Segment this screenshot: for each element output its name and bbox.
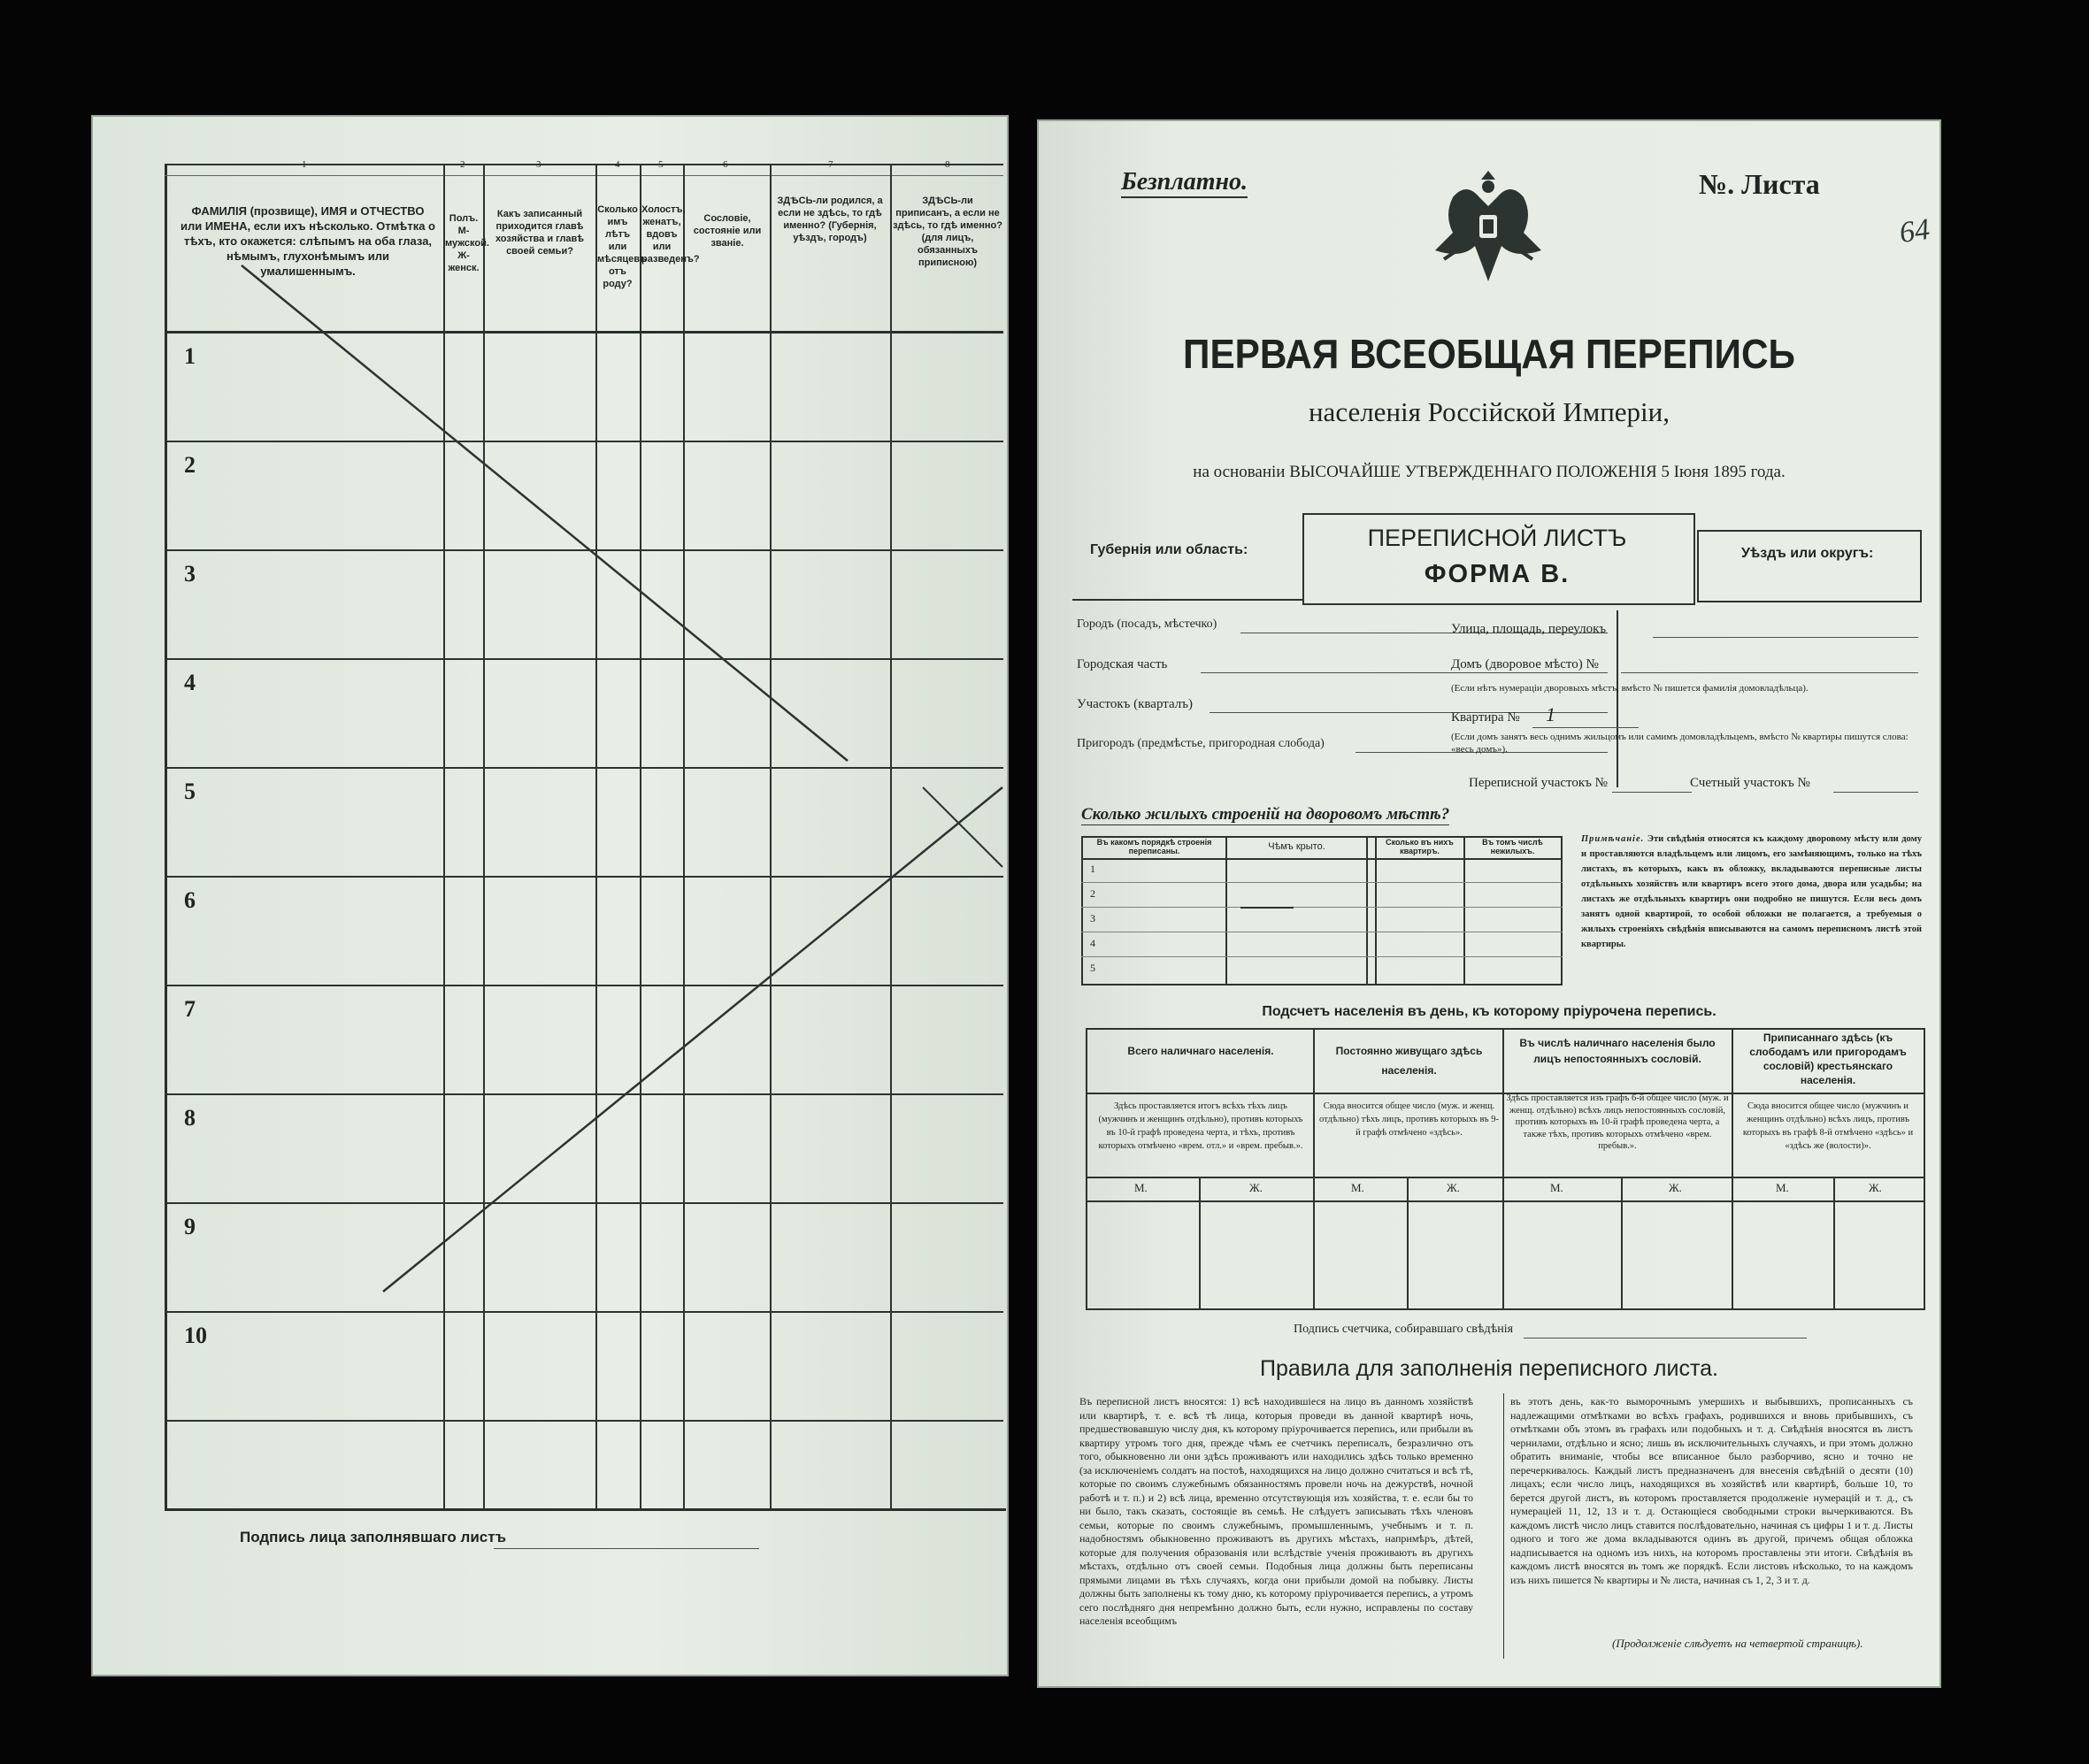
census-basis: на основаніи ВЫСОЧАЙШЕ УТВЕРЖДЕННАГО ПОЛОЖЕНІЯ 5 Іюня 1895 года. bbox=[1193, 463, 1786, 481]
count-sub-m: М. bbox=[1351, 1181, 1364, 1194]
buildings-question: Сколько жилыхъ строеній на дворовомъ мѣстѣ? bbox=[1081, 805, 1450, 824]
field-suburb: Пригородъ (предмѣстье, пригородная слобода) bbox=[1077, 737, 1325, 750]
row-number: 1 bbox=[184, 343, 196, 369]
row-number: 3 bbox=[184, 561, 196, 587]
header-marital: Холостъ, женатъ, вдовъ или разведенъ? bbox=[641, 204, 700, 265]
district-box bbox=[1697, 530, 1922, 602]
count-sub-f: Ж. bbox=[1447, 1181, 1460, 1194]
rules-left: Въ переписной листъ вносятся: 1) всѣ находившіеся на лицо въ данномъ хозяйствѣ или квартирѣ, т. е. всѣ тѣ лица, которыя проведи въ данной квартирѣ ночь, предшествовавшую числу дня, къ которому пріурочивается перепись, или прибыли въ квартиру утромъ того дня, прежде чѣмъ ее счетчикъ переписалъ, безразлично отъ того, обыкновенно ли они здѣсь проживаютъ или находились здѣсь только временно (за исключеніемъ солдатъ на постоѣ, находящихся на лицо должно считаться и всѣ тѣ, которые по своимъ служебнымъ обязанностямъ провели ночь на дежурствѣ, ночной работѣ и т. п.) и 2) всѣ лица, временно отсутствующія изъ хозяйства, т. е. если бы то ни было, такъ сказать, состоящіе въ семьѣ. Не слѣдуетъ записывать тѣхъ членовъ семьи, которые по своимъ служебнымъ, промышленнымъ, учебнымъ и т. п. надобностямъ обыкновенно проживаютъ въ другихъ мѣстахъ, напримѣръ, дѣтей, которые для получения образованія или вслѣдствіе ученія проживаютъ въ другихъ мѣстахъ, отдѣльно отъ своей семьи. Подобныя лица должны быть переписаны прямыми лицами въ тѣхъ случаяхъ, когда они прибыли домой на побывку. Листы должны быть заполнены къ тому дню, къ которому пріурочивается перепись, а утромъ сего послѣдняго дня непремѣнно должно быть, если нужно, исправлены по составу населенія всеобщимъ bbox=[1079, 1395, 1473, 1627]
count-header: Приписаннаго здѣсь (къ слободамъ или пригородамъ сословій) крестьянскаго населенія. bbox=[1749, 1032, 1907, 1086]
row-number: 7 bbox=[184, 996, 196, 1022]
counter-signature-label: Подпись счетчика, собиравшаго свѣдѣнія bbox=[1294, 1323, 1514, 1336]
buildings-row: 4 bbox=[1090, 937, 1095, 949]
left-page bbox=[91, 115, 1009, 1676]
header-estate: Сословіе, состояніе или званіе. bbox=[693, 213, 762, 249]
house-note: (Если нѣтъ нумераціи дворовыхъ мѣстъ, вмѣсто № пишется фамилія домовладѣльца). bbox=[1451, 683, 1809, 694]
rules-title: Правила для заполненія переписного листа. bbox=[1260, 1356, 1718, 1381]
field-city: Городъ (посадъ, мѣстечко) bbox=[1077, 617, 1217, 631]
signature-label: Подпись лица заполнявшаго листъ bbox=[240, 1529, 506, 1545]
row-number: 2 bbox=[184, 452, 196, 478]
buildings-header: Чѣмъ крыто. bbox=[1268, 841, 1325, 852]
column-number: 2 bbox=[460, 159, 465, 170]
census-title: ПЕРВАЯ ВСЕОБЩАЯ ПЕРЕПИСЬ bbox=[1183, 331, 1795, 377]
row-number: 10 bbox=[184, 1323, 207, 1348]
right-page bbox=[1037, 119, 1941, 1688]
buildings-header: Сколько въ нихъ квартиръ. bbox=[1386, 838, 1454, 855]
buildings-header: Въ томъ числѣ нежилыхъ. bbox=[1482, 838, 1543, 855]
province-box bbox=[1072, 528, 1302, 601]
field-ward: Участокъ (кварталъ) bbox=[1077, 697, 1194, 711]
strike-lines bbox=[91, 115, 1009, 1676]
sheet-number-label: №. Листа bbox=[1699, 168, 1820, 200]
row-number: 5 bbox=[184, 778, 196, 804]
province-label: Губернія или область: bbox=[1090, 542, 1248, 557]
field-street: Улица, площадь, переулокъ bbox=[1451, 622, 1607, 636]
column-number: 1 bbox=[302, 159, 307, 170]
field-counting-section: Счетный участокъ № bbox=[1690, 776, 1810, 790]
census-subtitle: населенія Россійской Имперіи, bbox=[1308, 396, 1670, 427]
free-label: Безплатно. bbox=[1121, 168, 1248, 198]
buildings-row: 1 bbox=[1090, 863, 1095, 875]
apartment-note: (Если домъ занятъ весь однимъ жильцомъ или самимъ домовладѣльцемъ, вмѣсто № квартиры пишутся слова: «весь домъ»). bbox=[1451, 732, 1909, 755]
header-relation: Какъ записанный приходится главѣ хозяйства и главѣ своей семьи? bbox=[495, 209, 585, 257]
count-header: Всего наличнаго населенія. bbox=[1127, 1045, 1274, 1057]
header-registration: ЗДѢСЬ-ли приписанъ, а если не здѣсь, то гдѣ именно? (для лицъ, обязанныхъ приписною) bbox=[893, 196, 1002, 268]
buildings-row: 3 bbox=[1090, 912, 1095, 924]
rules-continuation: (Продолженіе слѣдуетъ на четвертой страницѣ). bbox=[1612, 1637, 1863, 1650]
form-title: ПЕРЕПИСНОЙ ЛИСТЪ bbox=[1367, 525, 1627, 551]
count-sub-m: М. bbox=[1134, 1181, 1148, 1194]
imperial-eagle-icon bbox=[1426, 162, 1550, 295]
column-number: 3 bbox=[536, 159, 541, 170]
column-number: 4 bbox=[615, 159, 620, 170]
note bbox=[1581, 832, 1922, 952]
count-sub-f: Ж. bbox=[1249, 1181, 1263, 1194]
note-text: Эти свѣдѣнія относятся къ каждому дворовому мѣсту или дому и проставляются владѣльцемъ или лицомъ, его замѣняющимъ, только на тѣхъ листахъ, въ которыхъ, какъ въ обложку, вкладываются переписные листы отдѣльныхъ хозяйствъ или квартиръ всего этого дома, двора или усадьбы; на листахъ же отдѣльныхъ квартиръ они подробно не пишутся. Если весь домъ занятъ одной квартирой, то особой обложки не полагается, а требуемыя о жилыхъ строеніяхъ свѣдѣнія вписываются на самомъ переписномъ листѣ этой квартиры. bbox=[1581, 834, 1923, 949]
district-label: Уѣздъ или округъ: bbox=[1741, 546, 1874, 561]
count-sub-m: М. bbox=[1776, 1181, 1789, 1194]
field-apartment: Квартира № bbox=[1451, 710, 1520, 725]
field-census-section: Переписной участокъ № bbox=[1469, 776, 1608, 790]
row-number: 8 bbox=[184, 1105, 196, 1131]
buildings-row: 5 bbox=[1090, 962, 1095, 974]
count-note: Здѣсь проставляется изъ графъ 6-й общее число (муж. и женщ. отдѣльно) всѣхъ лицъ непостоянныхъ сословій, противъ которыхъ въ 10-й графѣ проведена черта, а также тѣхъ, противъ которыхъ отмѣчено «врем. пребыв.». bbox=[1506, 1093, 1729, 1151]
column-number: 8 bbox=[945, 159, 950, 170]
buildings-row: 2 bbox=[1090, 887, 1095, 900]
rules-right: въ этотъ день, как-то выморочнымъ умершихъ и выбывшихъ, прописанныхъ съ надлежащими отмѣтками во всѣхъ графахъ, родившихся и вновь прибывшихъ, съ отмѣтками объ этомъ въ графахъ или подобныхъ и т. д. Свѣдѣнія вносятся въ листъ чернилами, отдѣльно и ясно; лишь въ исключительныхъ случаяхъ, и при этомъ должно обратить вниманіе, чтобы все вписанное было разборчиво, ясно и точно не перечеркивалось. Каждый листъ предназначенъ для внесенія свѣдѣній о десяти (10) лицахъ; если число лицъ, находящихся въ хозяйствѣ или квартирѣ, больше 10, то берется другой листъ, въ которомъ проставляется продолженіе нумерацій и т. д., съ нумераціей 11, 12, 13 и т. д. Остающіеся свободными строки вычеркиваются. Въ каждомъ листѣ число лицъ ставится послѣдовательно, начиная съ цифры 1 и т. д. Листы одного и того же дома вкладываются одинъ въ другой, причемъ общая обложка надписывается на одномъ изъ нихъ, на которомъ проставлены эти итоги. Свѣдѣнія въ каждомъ листѣ вносятся въ томъ же порядкѣ. Если листовъ нѣсколько, то на каждомъ изъ нихъ пишется № квартиры и № листа, начиная съ 1, 2, 3 и т. д. bbox=[1510, 1395, 1913, 1586]
count-note: Сюда вносится общее число (муж. и женщ. отдѣльно) тѣхъ лицъ, противъ которыхъ въ 9-й графѣ отмѣчено «здѣсь». bbox=[1318, 1101, 1499, 1138]
header-birthplace: ЗДѢСЬ-ли родился, а если не здѣсь, то гдѣ именно? (Губернія, уѣздъ, городъ) bbox=[777, 196, 883, 243]
count-note: Здѣсь проставляется итогъ всѣхъ тѣхъ лицъ (мужчинъ и женщинъ отдѣльно), противъ которыхъ въ 10-й графѣ проведена черта, и тѣхъ, противъ которыхъ отмѣчено «врем. отл.» и «врем. пребыв.». bbox=[1098, 1101, 1303, 1151]
sheet-number bbox=[1699, 168, 1820, 201]
field-city-part: Городская часть bbox=[1077, 657, 1168, 671]
count-note: Сюда вносится общее число (мужчинъ и женщинъ отдѣльно) всѣхъ лицъ, противъ которыхъ въ графѣ 8-й отмѣчено «здѣсь» и «здѣсь же (волости)». bbox=[1742, 1101, 1914, 1151]
header-sex: Полъ. М-мужской. Ж-женск. bbox=[445, 213, 489, 273]
note-label: Примѣчаніе. bbox=[1581, 834, 1645, 844]
buildings-header: Въ какомъ порядкѣ строенія переписаны. bbox=[1096, 838, 1212, 855]
field-house: Домъ (дворовое мѣсто) № bbox=[1451, 657, 1599, 671]
sheet-number-value: 64 bbox=[1897, 212, 1932, 250]
column-number: 5 bbox=[658, 159, 664, 170]
count-sub-m: М. bbox=[1550, 1181, 1563, 1194]
count-header: Въ числѣ наличнаго населенія было лицъ непостоянныхъ сословій. bbox=[1519, 1037, 1716, 1065]
header-age: Сколько имъ лѣтъ или мѣсяцевъ отъ роду? bbox=[597, 204, 647, 289]
count-sub-f: Ж. bbox=[1869, 1181, 1882, 1194]
header-name: ФАМИЛІЯ (прозвище), ИМЯ и ОТЧЕСТВО или ИМЕНА, если ихъ нѣсколько. Отмѣтка о тѣхъ, кто окажется: слѣпымъ на оба глаза, нѣмымъ, глухонѣмымъ или умалишеннымъ. bbox=[180, 204, 435, 278]
row-number: 4 bbox=[184, 670, 196, 695]
apartment-value: 1 bbox=[1546, 703, 1555, 725]
form-name: ФОРМА В. bbox=[1424, 560, 1571, 588]
column-number: 6 bbox=[723, 159, 728, 170]
count-sub-f: Ж. bbox=[1669, 1181, 1682, 1194]
count-header: Постоянно живущаго здѣсь населенія. bbox=[1335, 1045, 1483, 1077]
row-number: 9 bbox=[184, 1214, 196, 1239]
row-number: 6 bbox=[184, 887, 196, 913]
column-number: 7 bbox=[828, 159, 833, 170]
count-title: Подсчетъ населенія въ день, къ которому пріурочена перепись. bbox=[1262, 1004, 1717, 1019]
